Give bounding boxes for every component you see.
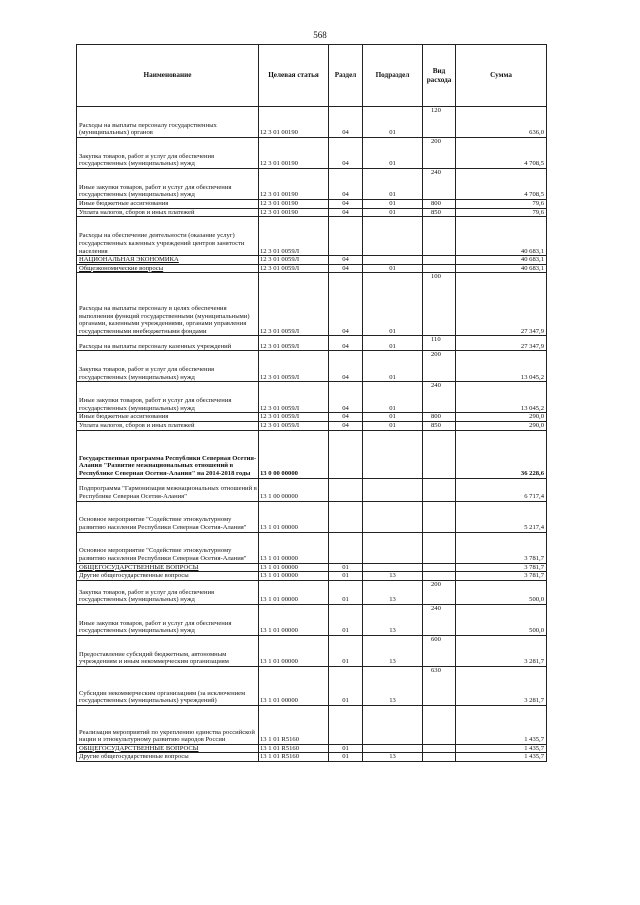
- header-subsection: Подраздел: [363, 45, 423, 107]
- row-type: [423, 572, 456, 581]
- row-article: 12 3 01 0059Л: [259, 264, 329, 273]
- row-subsection: 01: [363, 382, 423, 413]
- row-subsection: 13: [363, 580, 423, 604]
- row-name: Другие общегосударственные вопросы: [77, 572, 259, 581]
- table-row: [77, 478, 547, 501]
- row-name: Уплата налогов, сборов и иных платежей: [77, 208, 259, 217]
- row-section: 01: [329, 635, 363, 666]
- table-row: [77, 572, 547, 581]
- row-section: [329, 705, 363, 744]
- row-subsection: [363, 705, 423, 744]
- table-row: [77, 666, 547, 705]
- row-article: 13 1 01 R5160: [259, 753, 329, 762]
- row-sum: 290,0: [456, 421, 547, 430]
- row-article: 12 3 01 0059Л: [259, 256, 329, 265]
- row-sum: 13 045,2: [456, 351, 547, 382]
- row-name: Иные бюджетные ассигнования: [77, 413, 259, 422]
- row-subsection: [363, 478, 423, 501]
- table-row: [77, 413, 547, 422]
- row-type: [423, 264, 456, 273]
- row-subsection: 01: [363, 421, 423, 430]
- row-name: Подпрограмма "Гармонизация межнациональных отношений в Республике Северная Осетия-Алания": [77, 478, 259, 501]
- row-subsection: [363, 532, 423, 563]
- row-section: 01: [329, 572, 363, 581]
- row-type: 120: [423, 107, 456, 138]
- row-subsection: 01: [363, 200, 423, 209]
- row-subsection: 01: [363, 208, 423, 217]
- row-name: Расходы на выплаты персоналу казенных учреждений: [77, 336, 259, 351]
- row-sum: 40 683,1: [456, 217, 547, 256]
- row-type: [423, 563, 456, 572]
- header-sum: Сумма: [456, 45, 547, 107]
- row-sum: 6 717,4: [456, 478, 547, 501]
- row-name: ОБЩЕГОСУДАРСТВЕННЫЕ ВОПРОСЫ: [77, 744, 259, 753]
- row-subsection: 01: [363, 273, 423, 336]
- page-number: 568: [313, 30, 327, 40]
- row-article: 13 1 01 00000: [259, 666, 329, 705]
- row-sum: 3 781,7: [456, 563, 547, 572]
- row-section: [329, 430, 363, 478]
- table-row: [77, 744, 547, 753]
- row-name: Основное мероприятие "Содействие этнокультурному развитию населения Республики Северная Осетия-Алания": [77, 532, 259, 563]
- row-sum: 1 435,7: [456, 705, 547, 744]
- row-name: НАЦИОНАЛЬНАЯ ЭКОНОМИКА: [77, 256, 259, 265]
- row-section: 04: [329, 107, 363, 138]
- table-row: [77, 705, 547, 744]
- row-article: 13 0 00 00000: [259, 430, 329, 478]
- row-name: Иные закупки товаров, работ и услуг для обеспечения государственных (муниципальных) нужд: [77, 382, 259, 413]
- table-row: [77, 200, 547, 209]
- table-row: [77, 351, 547, 382]
- row-section: 04: [329, 421, 363, 430]
- row-name: Расходы на выплаты персоналу государственных (муниципальных) органов: [77, 107, 259, 138]
- table-row: [77, 635, 547, 666]
- row-sum: 40 683,1: [456, 264, 547, 273]
- row-subsection: 01: [363, 138, 423, 169]
- row-name: Основное мероприятие "Содействие этнокультурному развитию населения Республики Северная Осетия-Алания": [77, 501, 259, 532]
- row-type: [423, 753, 456, 762]
- table-row: [77, 336, 547, 351]
- row-sum: 4 708,5: [456, 138, 547, 169]
- row-name: Иные бюджетные ассигнования: [77, 200, 259, 209]
- header-type: Вид расхода: [423, 45, 456, 107]
- row-type: 800: [423, 200, 456, 209]
- header-name: Наименование: [77, 45, 259, 107]
- row-name: Другие общегосударственные вопросы: [77, 753, 259, 762]
- row-type: [423, 744, 456, 753]
- row-name: Иные закупки товаров, работ и услуг для обеспечения государственных (муниципальных) нужд: [77, 604, 259, 635]
- table-row: [77, 753, 547, 762]
- row-sum: 79,6: [456, 208, 547, 217]
- row-article: 13 1 01 00000: [259, 635, 329, 666]
- row-type: [423, 256, 456, 265]
- table-row: [77, 208, 547, 217]
- row-section: 01: [329, 744, 363, 753]
- row-subsection: 13: [363, 666, 423, 705]
- row-article: 13 1 01 00000: [259, 572, 329, 581]
- row-section: 04: [329, 256, 363, 265]
- row-name: Расходы на обеспечение деятельности (оказание услуг) государственных казенных учреждений центров занятости населения: [77, 217, 259, 256]
- row-type: 600: [423, 635, 456, 666]
- row-type: 800: [423, 413, 456, 422]
- row-name: Государственная программа Республики Северная Осетия-Алания "Развитие межнациональных отношений в Республике Северная Осетия-Алания" на 2014-2018 годы: [77, 430, 259, 478]
- row-subsection: 01: [363, 336, 423, 351]
- row-section: 04: [329, 264, 363, 273]
- row-article: 13 1 01 00000: [259, 532, 329, 563]
- table-row: [77, 580, 547, 604]
- row-sum: 5 217,4: [456, 501, 547, 532]
- row-sum: 40 683,1: [456, 256, 547, 265]
- row-name: Реализация мероприятий по укреплению единства российской нации и этнокультурному развитию народов России: [77, 705, 259, 744]
- row-sum: 500,0: [456, 580, 547, 604]
- row-name: Закупка товаров, работ и услуг для обеспечения государственных (муниципальных) нужд: [77, 580, 259, 604]
- row-type: 240: [423, 604, 456, 635]
- row-type: 850: [423, 208, 456, 217]
- table-row: [77, 430, 547, 478]
- row-article: 13 1 01 00000: [259, 501, 329, 532]
- row-name: ОБЩЕГОСУДАРСТВЕННЫЕ ВОПРОСЫ: [77, 563, 259, 572]
- table-row: [77, 273, 547, 336]
- row-subsection: 13: [363, 572, 423, 581]
- row-type: [423, 532, 456, 563]
- row-type: 850: [423, 421, 456, 430]
- table-row: [77, 169, 547, 200]
- row-article: 12 3 01 00190: [259, 200, 329, 209]
- row-section: 04: [329, 336, 363, 351]
- table-row: [77, 532, 547, 563]
- row-subsection: 13: [363, 635, 423, 666]
- row-name: Субсидии некоммерческим организациям (за исключением государственных (муниципальных) учреждений): [77, 666, 259, 705]
- row-section: 04: [329, 208, 363, 217]
- row-sum: 1 435,7: [456, 744, 547, 753]
- table-row: [77, 264, 547, 273]
- table-row: [77, 256, 547, 265]
- row-section: 01: [329, 580, 363, 604]
- row-subsection: [363, 501, 423, 532]
- row-sum: 3 281,7: [456, 635, 547, 666]
- header-article: Целевая статья: [259, 45, 329, 107]
- row-article: 12 3 01 0059Л: [259, 413, 329, 422]
- row-type: 200: [423, 351, 456, 382]
- header-section: Раздел: [329, 45, 363, 107]
- row-sum: 636,0: [456, 107, 547, 138]
- table-row: [77, 421, 547, 430]
- row-type: 110: [423, 336, 456, 351]
- row-sum: 500,0: [456, 604, 547, 635]
- row-name: Закупка товаров, работ и услуг для обеспечения государственных (муниципальных) нужд: [77, 351, 259, 382]
- row-type: 630: [423, 666, 456, 705]
- row-sum: 36 228,6: [456, 430, 547, 478]
- table-row: [77, 107, 547, 138]
- row-article: 12 3 01 0059Л: [259, 382, 329, 413]
- row-sum: 3 781,7: [456, 532, 547, 563]
- row-subsection: 01: [363, 264, 423, 273]
- row-subsection: [363, 744, 423, 753]
- row-article: 13 1 01 R5160: [259, 744, 329, 753]
- row-sum: 13 045,2: [456, 382, 547, 413]
- row-type: [423, 217, 456, 256]
- table-row: [77, 138, 547, 169]
- row-type: 240: [423, 169, 456, 200]
- row-name: Уплата налогов, сборов и иных платежей: [77, 421, 259, 430]
- row-type: 240: [423, 382, 456, 413]
- row-sum: 3 281,7: [456, 666, 547, 705]
- row-article: 12 3 01 0059Л: [259, 217, 329, 256]
- row-type: 100: [423, 273, 456, 336]
- row-subsection: 01: [363, 413, 423, 422]
- row-sum: 27 347,9: [456, 273, 547, 336]
- row-subsection: 13: [363, 604, 423, 635]
- row-type: [423, 430, 456, 478]
- table-row: [77, 501, 547, 532]
- row-section: 04: [329, 382, 363, 413]
- budget-table: [76, 44, 547, 762]
- row-section: 01: [329, 563, 363, 572]
- row-section: 04: [329, 169, 363, 200]
- row-type: 200: [423, 138, 456, 169]
- row-section: [329, 478, 363, 501]
- row-section: 04: [329, 273, 363, 336]
- row-article: 12 3 01 00190: [259, 169, 329, 200]
- row-article: 12 3 01 00190: [259, 107, 329, 138]
- row-section: 01: [329, 666, 363, 705]
- row-subsection: 13: [363, 753, 423, 762]
- row-sum: 4 708,5: [456, 169, 547, 200]
- row-section: 01: [329, 753, 363, 762]
- row-name: Расходы на выплаты персоналу в целях обеспечения выполнения функций государственными (муниципальными) органами, казенными учреждениями, органами управления государственными внебюджетными фондами: [77, 273, 259, 336]
- row-name: Общеэкономические вопросы: [77, 264, 259, 273]
- row-type: 200: [423, 580, 456, 604]
- row-subsection: 01: [363, 169, 423, 200]
- row-article: 12 3 01 0059Л: [259, 273, 329, 336]
- row-section: 04: [329, 138, 363, 169]
- row-subsection: 01: [363, 351, 423, 382]
- row-article: 13 1 01 00000: [259, 580, 329, 604]
- table-row: [77, 563, 547, 572]
- row-sum: 1 435,7: [456, 753, 547, 762]
- row-section: 01: [329, 604, 363, 635]
- row-subsection: [363, 217, 423, 256]
- row-subsection: 01: [363, 107, 423, 138]
- row-name: Предоставление субсидий бюджетным, автономным учреждениям и иным некоммерческим организациям: [77, 635, 259, 666]
- row-section: [329, 217, 363, 256]
- row-type: [423, 478, 456, 501]
- row-article: 13 1 01 00000: [259, 563, 329, 572]
- table-row: [77, 382, 547, 413]
- row-type: [423, 501, 456, 532]
- row-article: 13 1 01 R5160: [259, 705, 329, 744]
- row-type: [423, 705, 456, 744]
- table-row: [77, 217, 547, 256]
- row-sum: 3 781,7: [456, 572, 547, 581]
- row-sum: 79,6: [456, 200, 547, 209]
- row-article: 13 1 01 00000: [259, 604, 329, 635]
- row-sum: 27 347,9: [456, 336, 547, 351]
- row-subsection: [363, 430, 423, 478]
- row-section: 04: [329, 413, 363, 422]
- row-section: [329, 532, 363, 563]
- row-section: 04: [329, 200, 363, 209]
- row-article: 12 3 01 00190: [259, 138, 329, 169]
- row-article: 13 1 00 00000: [259, 478, 329, 501]
- table-header-row: [77, 45, 547, 107]
- row-subsection: [363, 256, 423, 265]
- row-section: 04: [329, 351, 363, 382]
- row-article: 12 3 01 00190: [259, 208, 329, 217]
- row-name: Закупка товаров, работ и услуг для обеспечения государственных (муниципальных) нужд: [77, 138, 259, 169]
- row-article: 12 3 01 0059Л: [259, 351, 329, 382]
- table-row: [77, 604, 547, 635]
- row-subsection: [363, 563, 423, 572]
- row-article: 12 3 01 0059Л: [259, 421, 329, 430]
- row-name: Иные закупки товаров, работ и услуг для обеспечения государственных (муниципальных) нужд: [77, 169, 259, 200]
- row-sum: 290,0: [456, 413, 547, 422]
- row-article: 12 3 01 0059Л: [259, 336, 329, 351]
- row-section: [329, 501, 363, 532]
